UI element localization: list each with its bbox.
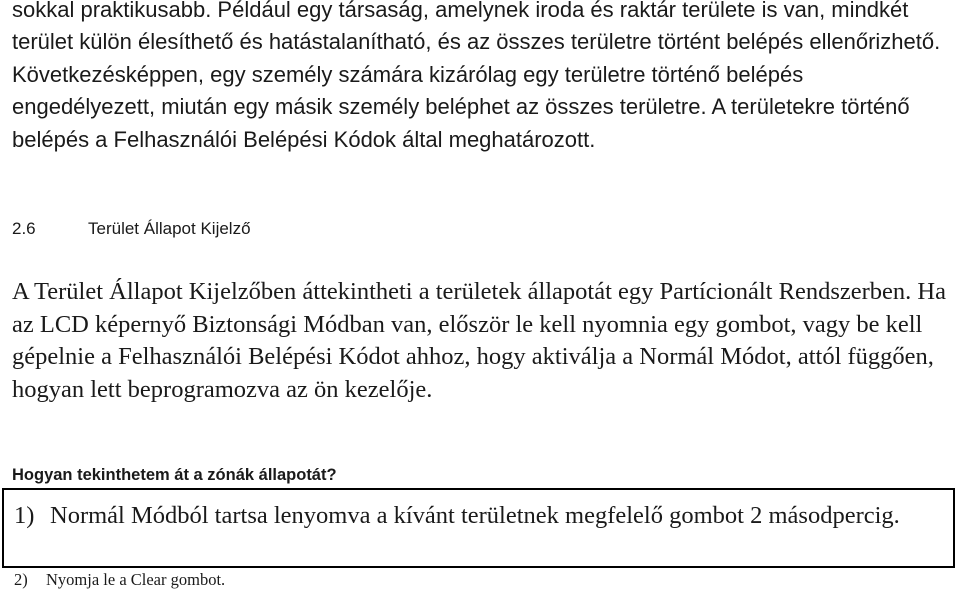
section-heading — [12, 216, 251, 242]
step-2-number: 2) — [14, 570, 28, 589]
step-1-text: Normál Módból tartsa lenyomva a kívánt területnek megfelelő gombot 2 másodpercig. — [50, 502, 900, 529]
question-heading: Hogyan tekinthetem át a zónák állapotát? — [12, 466, 337, 484]
step-2-text: Nyomja le a Clear gombot. — [46, 570, 226, 589]
section-paragraph: A Terület Állapot Kijelzőben áttekintheti a területek állapotát egy Partícionált Rendszerben. Ha az LCD képernyő Biztonsági Módban van, először le kell nyomnia egy gombot, vagy be kell gépelnie a Felhasználói Belépési Kódot ahhoz, hogy aktiválja a Normál Módot, attól függően, hogyan lett beprogramozva az ön kezelője. — [12, 278, 946, 403]
step-2 — [14, 569, 225, 591]
intro-paragraph: sokkal praktikusabb. Például egy társaság, amelynek iroda és raktár területe is van, mindkét terület külön élesíthető és hatástalanítható, és az összes területre történt belépés ellenőrizhető. Következésképpen, egy személy számára kizárólag egy területre történő belépés engedélyezett, miután egy másik személy beléphet az összes területre. A területekre történő belépés a Felhasználói Belépési Kódok által meghatározott. — [12, 0, 941, 152]
section-number: 2.6 — [12, 219, 36, 238]
section-title: Terület Állapot Kijelző — [88, 219, 251, 238]
step-1 — [14, 500, 950, 532]
step-1-number: 1) — [14, 502, 35, 529]
